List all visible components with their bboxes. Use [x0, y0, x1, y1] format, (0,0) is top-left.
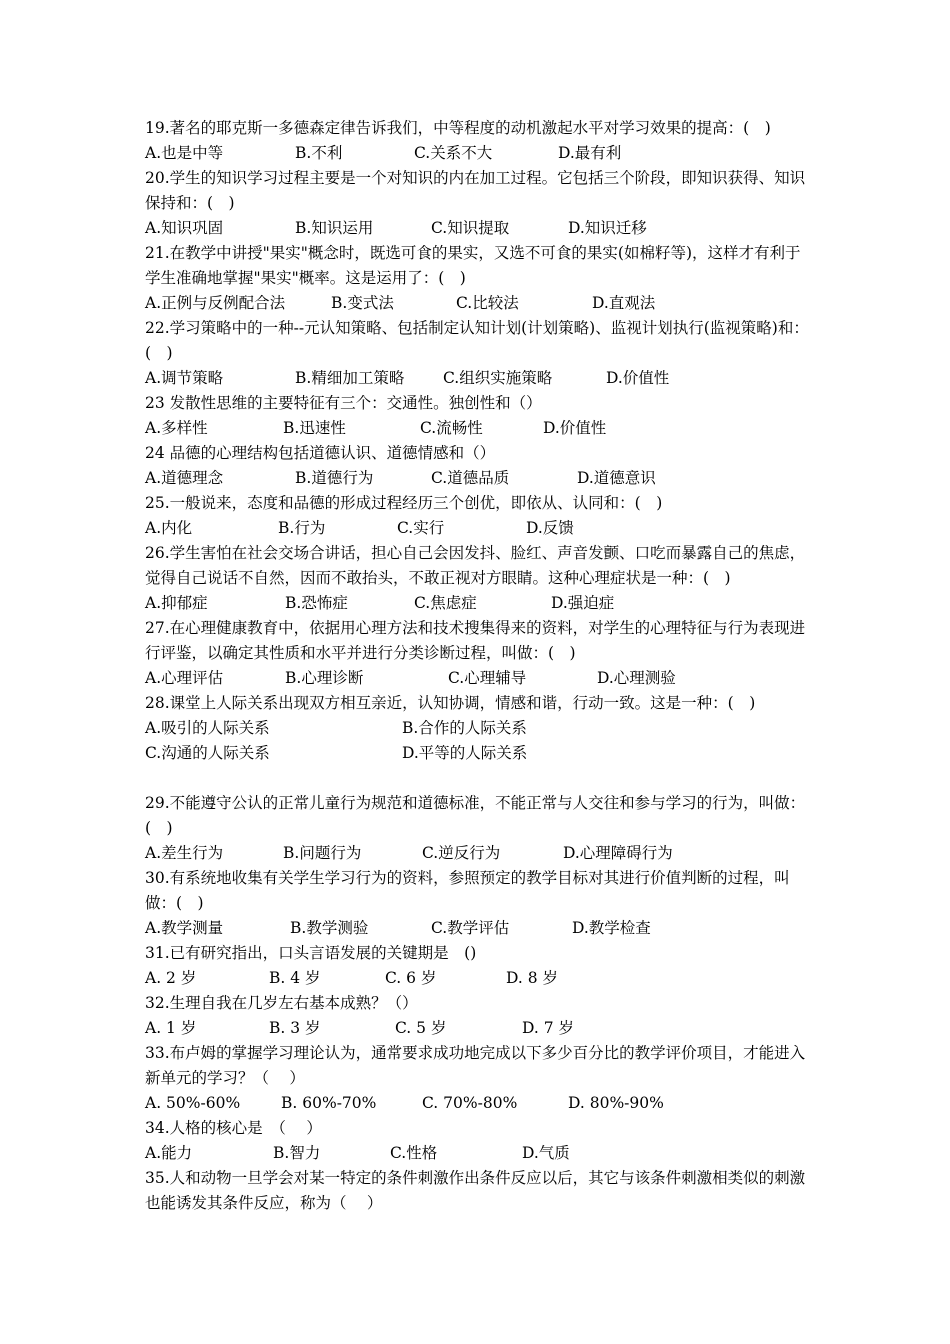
option-a: A.正例与反例配合法	[145, 294, 286, 312]
option-c: C. 70%-80%	[422, 1094, 518, 1112]
option-a: A. 1 岁	[145, 1019, 197, 1037]
option-a: A.调节策略	[145, 369, 224, 387]
option-d: D.最有利	[558, 144, 622, 162]
option-d: D. 80%-90%	[568, 1094, 664, 1112]
question-24: 24 品德的心理结构包括道德认识、道德情感和（）	[145, 444, 496, 462]
option-d: D.心理测验	[597, 669, 676, 687]
option-a: A.道德理念	[145, 469, 224, 487]
option-a: A. 50%-60%	[145, 1094, 241, 1112]
option-b: B.变式法	[331, 294, 394, 312]
option-b: B.道德行为	[295, 469, 374, 487]
question-27: 27.在心理健康教育中，依据用心理方法和技术搜集得来的资料，对学生的心理特征与行为表现进行评鉴，以确定其性质和水平并进行分类诊断过程，叫做：( )	[145, 619, 806, 662]
option-b: B. 4 岁	[269, 969, 321, 987]
option-c: C.道德品质	[431, 469, 510, 487]
option-b: B.知识运用	[295, 219, 374, 237]
option-d: D.直观法	[592, 294, 656, 312]
question-29: 29.不能遵守公认的正常儿童行为规范和道德标准，不能正常与人交往和参与学习的行为，叫做：( )	[145, 794, 806, 837]
option-d: D.反馈	[526, 519, 574, 537]
option-d: D.道德意识	[577, 469, 656, 487]
question-32: 32.生理自我在几岁左右基本成熟？（）	[145, 994, 418, 1012]
option-d: D.平等的人际关系	[402, 744, 528, 762]
blank-line	[145, 766, 815, 791]
option-a: A.抑郁症	[145, 594, 208, 612]
option-c: C.心理辅导	[448, 669, 527, 687]
question-30: 30.有系统地收集有关学生学习行为的资料，参照预定的教学目标对其进行价值判断的过程，叫做：( )	[145, 869, 790, 912]
question-21: 21.在教学中讲授"果实"概念时，既选可食的果实，又选不可食的果实(如棉籽等)，这样才有利于学生准确地掌握"果实"概率。这是运用了：( )	[145, 244, 801, 287]
option-a: A.差生行为	[145, 844, 224, 862]
options-31	[145, 966, 815, 991]
option-a: A.知识巩固	[145, 219, 224, 237]
option-b: B.恐怖症	[285, 594, 348, 612]
question-20: 20.学生的知识学习过程主要是一个对知识的内在加工过程。它包括三个阶段，即知识获得、知识保持和：( )	[145, 169, 806, 212]
option-b: B.迅速性	[283, 419, 346, 437]
option-b: B.合作的人际关系	[402, 719, 527, 737]
options-32	[145, 1016, 815, 1041]
options-22	[145, 366, 815, 391]
option-d: D.强迫症	[551, 594, 615, 612]
option-c: C.比较法	[456, 294, 519, 312]
question-19: 19.著名的耶克斯一多德森定律告诉我们，中等程度的动机激起水平对学习效果的提高：( )	[145, 119, 771, 137]
options-34	[145, 1141, 815, 1166]
option-a: A.能力	[145, 1144, 193, 1162]
option-b: B.教学测验	[290, 919, 369, 937]
options-20	[145, 216, 815, 241]
option-c: C.沟通的人际关系	[145, 744, 270, 762]
options-24	[145, 466, 815, 491]
option-d: D. 7 岁	[522, 1019, 575, 1037]
option-b: B. 3 岁	[269, 1019, 321, 1037]
option-b: B.不利	[295, 144, 343, 162]
option-c: C.实行	[397, 519, 445, 537]
option-b: B.智力	[273, 1144, 321, 1162]
question-34: 34.人格的核心是 （ ）	[145, 1119, 322, 1137]
option-c: C.逆反行为	[422, 844, 501, 862]
option-a: A.内化	[145, 519, 193, 537]
option-d: D. 8 岁	[506, 969, 559, 987]
option-c: C.性格	[390, 1144, 438, 1162]
question-28: 28.课堂上人际关系出现双方相互亲近，认知协调，情感和谐，行动一致。这是一种：( )	[145, 694, 756, 712]
option-c: C.流畅性	[420, 419, 483, 437]
option-d: D.气质	[522, 1144, 570, 1162]
options-28-row1	[145, 716, 815, 741]
option-d: D.教学检查	[572, 919, 651, 937]
question-31: 31.已有研究指出，口头言语发展的关键期是 ()	[145, 944, 477, 962]
option-a: A.也是中等	[145, 144, 224, 162]
question-23: 23 发散性思维的主要特征有三个：交通性。独创性和（）	[145, 394, 542, 412]
question-35: 35.人和动物一旦学会对某一特定的条件刺激作出条件反应以后，其它与该条件刺激相类似的刺激也能诱发其条件反应，称为（ ）	[145, 1169, 806, 1212]
exam-page	[145, 116, 815, 1216]
question-33: 33.布卢姆的掌握学习理论认为，通常要求成功地完成以下多少百分比的教学评价项目，才能进入新单元的学习？（ ）	[145, 1044, 806, 1087]
option-d: D.价值性	[543, 419, 607, 437]
option-d: D.心理障碍行为	[563, 844, 673, 862]
options-28-row2	[145, 741, 815, 766]
option-b: B.问题行为	[283, 844, 362, 862]
option-c: C. 5 岁	[395, 1019, 447, 1037]
option-b: B. 60%-70%	[281, 1094, 377, 1112]
question-26: 26.学生害怕在社会交场合讲话，担心自己会因发抖、脸红、声音发颤、口吃而暴露自己的焦虑，觉得自己说话不自然，因而不敢抬头，不敢正视对方眼睛。这种心理症状是一种：( )	[145, 544, 806, 587]
option-d: D.价值性	[606, 369, 670, 387]
option-b: B.心理诊断	[285, 669, 364, 687]
option-c: C.焦虑症	[414, 594, 477, 612]
option-a: A.心理评估	[145, 669, 224, 687]
option-a: A.教学测量	[145, 919, 224, 937]
option-c: C. 6 岁	[385, 969, 437, 987]
question-22: 22.学习策略中的一种--元认知策略、包括制定认知计划(计划策略)、监视计划执行(监视策略)和：( )	[145, 319, 809, 362]
options-26	[145, 591, 815, 616]
options-23	[145, 416, 815, 441]
option-a: A. 2 岁	[145, 969, 197, 987]
options-33	[145, 1091, 815, 1116]
option-b: B.精细加工策略	[295, 369, 405, 387]
option-c: C.知识提取	[431, 219, 510, 237]
options-29	[145, 841, 815, 866]
option-c: C.关系不大	[414, 144, 493, 162]
options-19	[145, 141, 815, 166]
option-a: A.多样性	[145, 419, 208, 437]
options-25	[145, 516, 815, 541]
options-27	[145, 666, 815, 691]
question-25: 25.一般说来，态度和品德的形成过程经历三个创优，即依从、认同和：( )	[145, 494, 663, 512]
option-c: C.组织实施策略	[443, 369, 553, 387]
options-30	[145, 916, 815, 941]
option-a: A.吸引的人际关系	[145, 719, 270, 737]
option-d: D.知识迁移	[568, 219, 647, 237]
options-21	[145, 291, 815, 316]
option-c: C.教学评估	[431, 919, 510, 937]
option-b: B.行为	[278, 519, 326, 537]
